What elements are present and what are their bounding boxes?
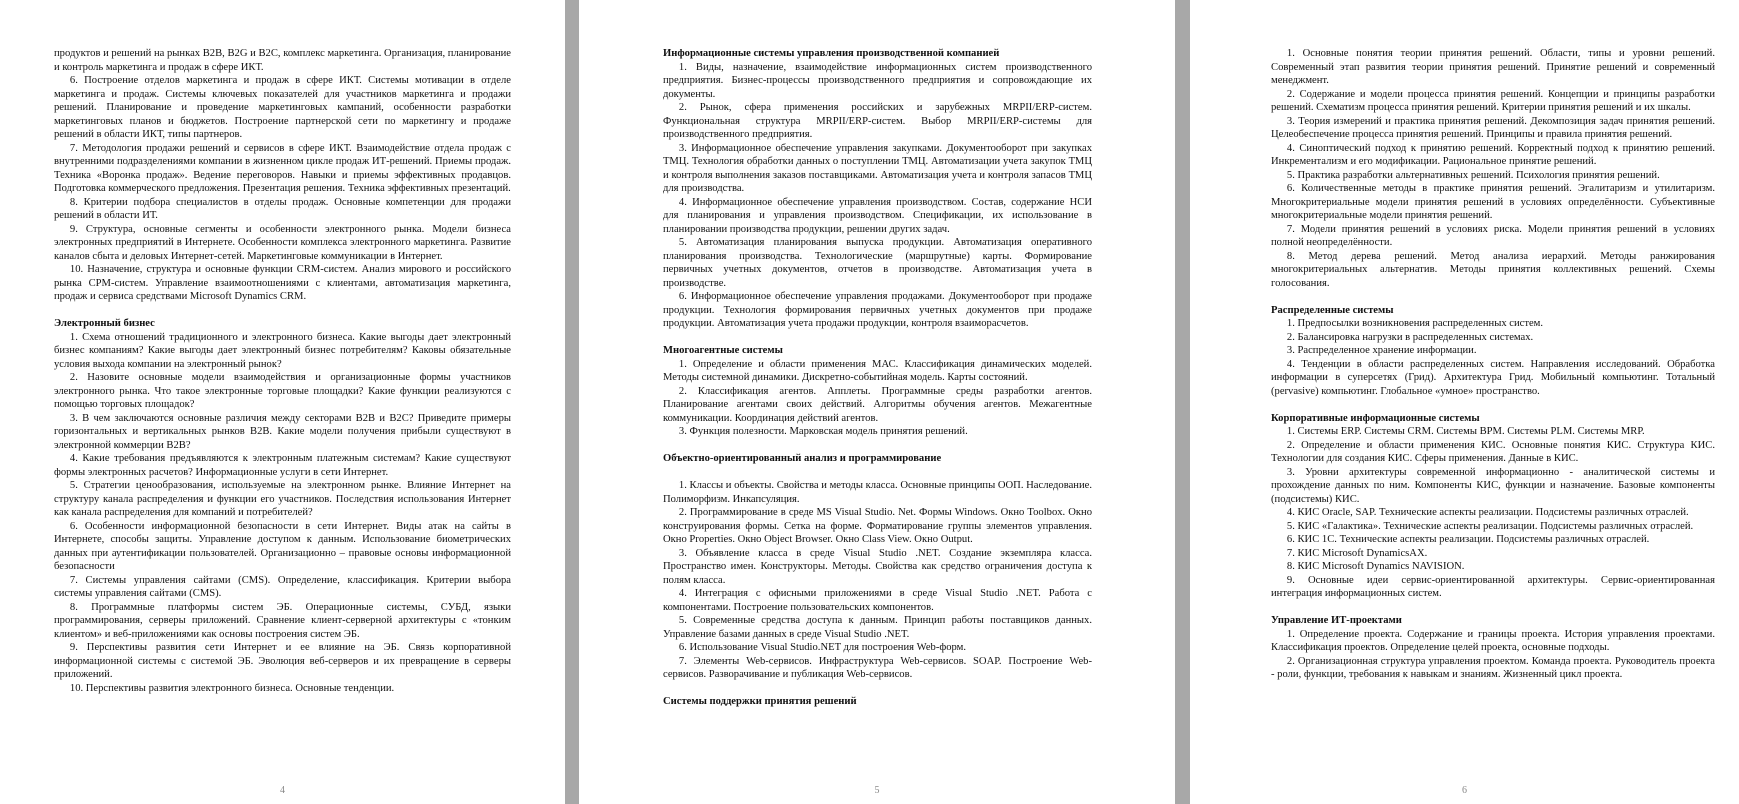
paragraph: 3. Объявление класса в среде Visual Studio .NET. Создание экземпляра класса. Пространство имен. Конструкторы. Методы. Свойства как средство ограничения доступа к полям класса. xyxy=(663,547,1092,586)
paragraph: 6. Количественные методы в практике принятия решений. Эгалитаризм и утилитаризм. Многокритериальные модели принятия решений в условиях определённости. Субъективные многокритериальные модели принятия решений. xyxy=(1271,183,1715,221)
paragraph: 4. Тенденции в области распределенных систем. Направления исследований. Обработка информации в суперсетях (Грид). Архитектура Грид. Мобильный компьютинг. Тотальный (pervasive) компьютинг. Глобальное «умное» пространство. xyxy=(1271,358,1715,397)
paragraph: 10. Перспективы развития электронного бизнеса. Основные тенденции. xyxy=(69,682,395,694)
section-heading: Объектно-ориентированный анализ и программирование xyxy=(663,453,942,464)
spacer xyxy=(1271,290,1715,304)
paragraph: 6. Построение отделов маркетинга и продаж в сфере ИКТ. Системы мотивации в отделе маркетинга и продаж. Системы ключевых показателей для участников маркетинга и продажи решений. Планирование и проведение маркетинговых кампаний, особенности разработки маркетинговых планов и бюджетов. Построение партнерской сети по маркетингу и продаже решений в области ИКТ, типы партнеров. xyxy=(54,75,511,140)
section-heading: Многоагентные системы xyxy=(663,345,783,356)
page-body xyxy=(54,47,511,695)
paragraph: 4. Информационное обеспечение управления производством. Состав, содержание НСИ для планирования и управления производством. Спецификации, их использование в планировании производства продукции, решении других задач. xyxy=(663,196,1092,235)
spacer xyxy=(663,466,1092,480)
section-heading: Управление ИТ-проектами xyxy=(1271,615,1402,626)
paragraph: 8. Метод дерева решений. Метод анализа иерархий. Методы ранжирования многокритериальных альтернатив. Методы принятия коллективных решений. Схемы голосования. xyxy=(1271,250,1715,289)
paragraph: 2. Балансировка нагрузки в распределенных системах. xyxy=(1286,331,1534,343)
paragraph: 3. В чем заключаются основные различия между секторами B2B и B2C? Приведите примеры горизонтальных и вертикальных рынков B2B. Какие модели получения прибыли существуют в электронной коммерции B2B? xyxy=(54,412,511,451)
spacer xyxy=(663,439,1092,453)
paragraph: 7. Системы управления сайтами (CMS). Определение, классификация. Критерии выбора системы управления сайтами (CMS). xyxy=(54,574,511,599)
paragraph: 9. Структура, основные сегменты и особенности электронного рынка. Модели бизнеса электронных предприятий в Интернете. Особенности комплекса электронного маркетинга. Развитие каналов сбыта и деловых Интернет-сетей. Маркетинговые коммуникации в Интернет. xyxy=(54,223,511,262)
page-body xyxy=(663,47,1092,709)
page-number: 6 xyxy=(1462,785,1467,796)
paragraph: 7. Модели принятия решений в условиях риска. Модели принятия решений в условиях полной неопределённости. xyxy=(1271,223,1715,248)
paragraph: 2. Назовите основные модели взаимодействия и организационные формы участников электронного рынка. Что такое электронные торговые площадки? Какие функции реализуются с помощью торговых площадок? xyxy=(54,372,511,410)
paragraph: 1. Схема отношений традиционного и электронного бизнеса. Какие выгоды дает электронный бизнес компаниям? Какие выгоды дает электронный бизнес потребителям? Каковы обязательные условия выхода компании на электронный рынок? xyxy=(54,331,511,370)
paragraph: 2. Программирование в среде MS Visual Studio. Net. Формы Windows. Окно Toolbox. Окно конструирования формы. Сетка на форме. Форматирование группы элементов управления. Окно Properties. Окно Object Browser. Окно Class View. Окно Output. xyxy=(663,507,1092,545)
paragraph: 9. Основные идеи сервис-ориентированной архитектуры. Сервис-ориентированная интеграция информационных систем. xyxy=(1271,574,1715,599)
paragraph: 3. Информационное обеспечение управления закупками. Документооборот при закупках ТМЦ. Технология обработки данных о поступлении ТМЦ. Автоматизации учета закупок ТМЦ и контроля выполнения заказов поставщиками. Автоматизация учета и контроля запасов ТМЦ для производства. xyxy=(663,142,1092,194)
spacer xyxy=(54,304,511,318)
paragraph: 6. Особенности информационной безопасности в сети Интернет. Виды атак на сайты в Интернете, способы защиты. Управление доступом к данным. Использование биометрических данных при аутентификации пользователей. Организационно – правовые основы информационной безопасности xyxy=(54,520,511,572)
paragraph: 4. Синоптический подход к принятию решений. Корректный подход к принятию решений. Инкрементализм и его модификации. Рациональное принятие решений. xyxy=(1271,142,1715,167)
section-heading: Корпоративные информационные системы xyxy=(1271,412,1480,424)
section-heading: Информационные системы управления производственной компанией xyxy=(663,48,1000,59)
spacer xyxy=(663,682,1092,696)
paragraph: 4. КИС Oracle, SAP. Технические аспекты реализации. Подсистемы различных отраслей. xyxy=(1286,507,1689,518)
paragraph: 8. Критерии подбора специалистов в отделы продаж. Основные компетенции для продажи решений в области ИТ. xyxy=(54,196,511,221)
paragraph: 10. Назначение, структура и основные функции CRM-систем. Анализ мирового и российского рынка CPM-систем. Управление взаимоотношениями с клиентами, автоматизация маркетинга, продаж и сервиса средствами Microsoft Dynamics CRM. xyxy=(54,264,511,302)
paragraph: 3. Распределенное хранение информации. xyxy=(1286,345,1477,356)
paragraph: 5. Практика разработки альтернативных решений. Психология принятия решений. xyxy=(1286,169,1660,181)
page-body xyxy=(1271,47,1715,682)
paragraph: 1. Определение проекта. Содержание и границы проекта. История управления проектами. Классификация проектов. Определение целей проекта, основные подходы. xyxy=(1271,628,1715,653)
paragraph: 9. Перспективы развития сети Интернет и ее влияние на ЭБ. Связь корпоративной информационной системы с системой ЭБ. Эволюция веб-серверов и их превращение в серверы приложений. xyxy=(54,642,511,680)
document-page xyxy=(0,0,565,804)
paragraph: 2. Организационная структура управления проектом. Команда проекта. Руководитель проекта - роли, функции, требования к навыкам и знаниям. Жизненный цикл проекта. xyxy=(1271,655,1715,680)
paragraph: 1. Виды, назначение, взаимодействие информационных систем производственного предприятия. Бизнес-процессы производственного предприятия и сопровождающие их документы. xyxy=(663,61,1092,100)
paragraph: 2. Содержание и модели процесса принятия решений. Концепции и принципы разработки решений. Схематизм процесса принятия решений. Критерии принятия решений и их шкалы. xyxy=(1271,88,1715,113)
paragraph: 1. Основные понятия теории принятия решений. Области, типы и уровни решений. Современный этап развития теории принятия решений. Принятие решений и современный менеджмент. xyxy=(1271,48,1715,86)
paragraph: 5. Стратегии ценообразования, используемые на электронном рынке. Влияние Интернет на структуру канала распределения и функции его участников. Последствия использования Интернет как канала распределения для компаний и потребителей? xyxy=(54,480,511,518)
paragraph: 2. Рынок, сфера применения российских и зарубежных MRPII/ERP-систем. Функциональная структура MRPII/ERP-систем. Выбор MRPII/ERP-системы для производственного предприятия. xyxy=(663,102,1092,140)
spacer xyxy=(1271,398,1715,412)
paragraph: 1. Определение и области применения МАС. Классификация динамических моделей. Методы системной динамики. Дискретно-событийная модель. Карты состояний. xyxy=(663,358,1092,383)
spacer xyxy=(1271,601,1715,615)
paragraph: 5. Автоматизация планирования выпуска продукции. Автоматизация оперативного планирования производства. Технологические (маршрутные) карты. Формирование первичных учетных документов, отчетов в производстве. Автоматизация учета в производстве. xyxy=(663,237,1092,289)
spacer xyxy=(663,331,1092,345)
paragraph: 4. Интеграция с офисными приложениями в среде Visual Studio .NET. Работа с компонентами. Построение пользовательских компонентов. xyxy=(663,588,1092,613)
paragraph: 7. КИС Microsoft DynamicsAX. xyxy=(1286,547,1428,559)
paragraph: 1. Классы и объекты. Свойства и методы класса. Основные принципы ООП. Наследование. Полиморфизм. Инкапсуляция. xyxy=(663,480,1092,505)
page-number: 4 xyxy=(280,785,285,796)
section-heading: Распределенные системы xyxy=(1271,304,1394,316)
paragraph: 8. Программные платформы систем ЭБ. Операционные системы, СУБД, языки программирования, серверы приложений. Сравнение клиент-серверной архитектуры с «тонким клиентом» и веб-приложениями как основы построения систем ЭБ. xyxy=(54,601,511,640)
paragraph: 5. КИС «Галактика». Технические аспекты реализации. Подсистемы различных отраслей. xyxy=(1286,520,1694,532)
paragraph: 5. Современные средства доступа к данным. Принцип работы поставщиков данных. Управление базами данных в среде Visual Studio .NET. xyxy=(663,615,1092,640)
paragraph: 8. КИС Microsoft Dynamics NAVISION. xyxy=(1286,561,1465,572)
paragraph: 3. Теория измерений и практика принятия решений. Декомпозиция задач принятия решений. Целеобеспечение процесса принятия решений. Принципы и правила принятия решений. xyxy=(1271,115,1715,140)
paragraph: 2. Классификация агентов. Апплеты. Программные среды разработки агентов. Планирование агентами своих действий. Алгоритмы обучения агентов. Межагентные коммуникации. Координация действий агентов. xyxy=(663,385,1092,424)
paragraph: 7. Элементы Web-сервисов. Инфраструктура Web-сервисов. SOAP. Построение Web-сервисов. Разворачивание и публикация Web-сервисов. xyxy=(663,655,1092,680)
paragraph: 3. Уровни архитектуры современной информационно - аналитической системы и прохождение данных по ним. Компоненты КИС, функции и назначение. Базовые компоненты (подсистемы) КИС. xyxy=(1271,466,1715,505)
document-page xyxy=(1190,0,1739,804)
paragraph: 6. Информационное обеспечение управления продажами. Документооборот при продаже продукции. Технология формирования первичных учетных документов при продаже продукции. Автоматизация учета продажи продукции, контроля взаиморасчетов. xyxy=(663,291,1092,329)
paragraph: 3. Функция полезности. Марковская модель принятия решений. xyxy=(678,426,968,437)
paragraph: 7. Методология продажи решений и сервисов в сфере ИКТ. Взаимодействие отдела продаж с внутренними подразделениями компании в жизненном цикле продаж ИТ-решений. Приемы продаж. Техника «Воронка продаж». Ведение переговоров. Навыки и приемы эффективных продавцов. Подготовка коммерческого предложения. Презентация решения. Техника эффективных презентаций. xyxy=(54,142,511,194)
paragraph: продуктов и решений на рынках B2B, B2G и B2C, комплекс маркетинга. Организация, планирование и контроль маркетинга и продаж в сфере ИКТ. xyxy=(54,48,511,73)
paragraph: 1. Предпосылки возникновения распределенных систем. xyxy=(1286,318,1544,329)
paragraph: 6. КИС 1С. Технические аспекты реализации. Подсистемы различных отраслей. xyxy=(1286,534,1650,545)
section-heading: Системы поддержки принятия решений xyxy=(663,696,857,707)
paragraph: 2. Определение и области применения КИС. Основные понятия КИС. Структура КИС. Технологии для создания КИС. Сферы применения. Данные в КИС. xyxy=(1271,439,1715,464)
paragraph: 6. Использование Visual Studio.NET для построения Web-форм. xyxy=(678,642,966,653)
page-number: 5 xyxy=(874,785,880,796)
section-heading: Электронный бизнес xyxy=(54,318,155,329)
paragraph: 1. Системы ERP. Системы CRM. Системы BPM. Системы PLM. Системы MRP. xyxy=(1286,426,1645,437)
document-page xyxy=(579,0,1175,804)
paragraph: 4. Какие требования предъявляются к электронным платежным системам? Какие существуют формы электронных расчетов? Информационные услуги в сети Интернет. xyxy=(54,453,511,478)
